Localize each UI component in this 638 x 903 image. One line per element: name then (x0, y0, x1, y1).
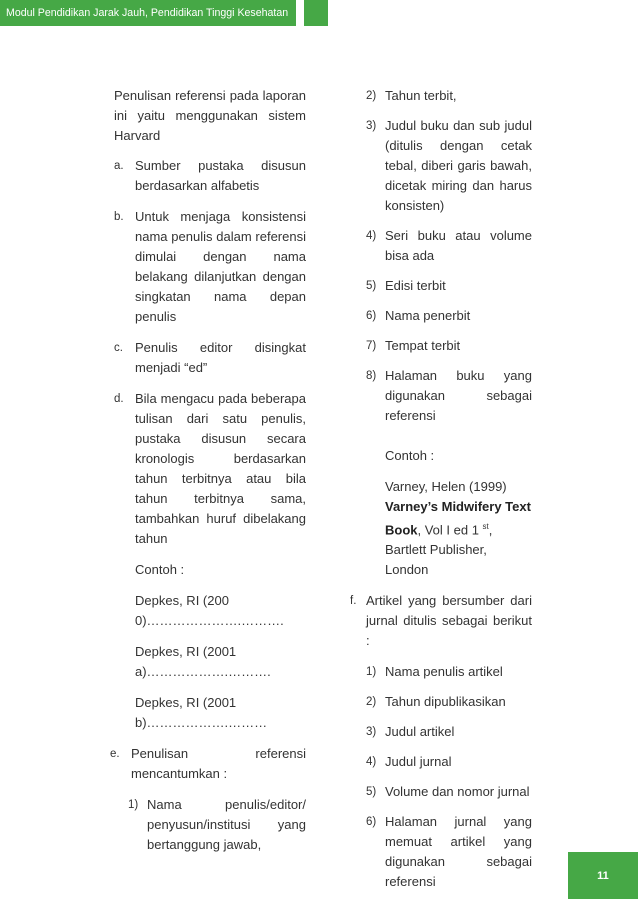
page-number: 11 (597, 869, 609, 882)
sub-item (366, 692, 532, 712)
sub-item (366, 226, 532, 266)
citation-superscript: st (482, 522, 489, 531)
list-item-text: Artikel yang bersumber dari jurnal ditulis sebagai berikut : (366, 593, 532, 649)
sub-item-text: Judul artikel (385, 724, 455, 740)
list-item-text: Bila mengacu pada beberapa tulisan dari satu penulis, pustaka disusun secara kronologis berdasarkan tahun terbitnya atau bila tahun terbitnya sama, tambahkan huruf dibelakang tahun (135, 391, 306, 546)
right-column (338, 86, 532, 902)
page-number-tab (568, 852, 638, 899)
sub-marker: 2) (366, 696, 377, 709)
sub-item (366, 276, 532, 296)
intro-paragraph: Penulisan referensi pada laporan ini yaitu menggunakan sistem Harvard (114, 88, 306, 143)
sub-marker: 2) (366, 90, 377, 102)
sub-item-text: Tahun terbit, (385, 88, 457, 103)
sub-item-text: Seri buku atau volume bisa ada (385, 228, 532, 263)
left-column (110, 86, 306, 865)
list-item-e (110, 744, 306, 784)
sub-item (366, 662, 532, 682)
list-item-c (114, 338, 306, 378)
list-marker: a. (114, 160, 124, 172)
header-accent-block (304, 0, 328, 26)
sub-item-text: Tahun dipublikasikan (385, 694, 506, 710)
list-item-a (114, 156, 306, 196)
citation-book-title: Varney’s Midwifery Text Book (385, 499, 531, 538)
sub-marker: 1) (128, 799, 139, 811)
citation-rest: , Bartlett Publisher, London (385, 522, 493, 578)
list-marker: b. (114, 211, 124, 223)
list-item-text: Penulisan referensi mencantumkan : (131, 746, 306, 781)
list-item-f (350, 591, 532, 651)
sub-item (366, 782, 532, 802)
list-marker: c. (114, 342, 123, 354)
sub-marker: 7) (366, 340, 377, 352)
citation-rest: , Vol I ed 1 (417, 522, 483, 538)
sub-item-text: Nama penulis artikel (385, 664, 503, 680)
sub-item-text: Tempat terbit (385, 338, 461, 353)
header-title: Modul Pendidikan Jarak Jauh, Pendidikan Tinggi Kesehatan (6, 7, 289, 19)
list-item-text: Sumber pustaka disusun berdasarkan alfabetis (135, 158, 306, 193)
contoh-label: Contoh : (385, 448, 435, 463)
sub-item-text: Edisi terbit (385, 278, 446, 293)
header-bar (0, 0, 296, 26)
sub-item (366, 752, 532, 772)
list-item-text: Untuk menjaga konsistensi nama penulis dalam referensi dimulai dengan nama belakang dilanjutkan dengan singkatan nama depan penulis (135, 209, 306, 324)
sub-item (366, 116, 532, 216)
list-item-text: Penulis editor disingkat menjadi “ed” (135, 340, 306, 375)
example-citation: Depkes, RI (2001a)……………….………. (135, 644, 271, 679)
sub-marker: 4) (366, 230, 377, 242)
sub-marker: 1) (366, 666, 377, 679)
sub-marker: 5) (366, 786, 377, 799)
sub-item (366, 86, 532, 106)
sub-item-text: Halaman buku yang digunakan sebagai referensi (385, 368, 532, 423)
sub-item-text: Judul jurnal (385, 754, 452, 770)
sub-item (366, 306, 532, 326)
sub-item (366, 366, 532, 426)
sub-item (366, 722, 532, 742)
example-citation (385, 477, 532, 580)
contoh-label: Contoh : (135, 562, 185, 577)
sub-marker: 6) (366, 816, 377, 829)
sub-marker: 8) (366, 370, 377, 382)
list-marker: d. (114, 393, 124, 405)
sub-marker: 6) (366, 310, 377, 322)
sub-marker: 5) (366, 280, 377, 292)
sub-item (366, 336, 532, 356)
example-citation: Depkes, RI (2000)………………….………. (135, 593, 284, 628)
list-item-b (114, 207, 306, 327)
sub-marker: 4) (366, 756, 377, 769)
sub-item (128, 795, 306, 855)
sub-item-text: Volume dan nomor jurnal (385, 784, 530, 800)
sub-marker: 3) (366, 120, 377, 132)
sub-item-text: Judul buku dan sub judul (ditulis dengan cetak tebal, diberi garis bawah, dicetak miring dan harus konsisten) (385, 118, 532, 213)
sub-item-text: Nama penerbit (385, 308, 471, 323)
sub-item-text: Halaman jurnal yang memuat artikel yang digunakan sebagai referensi (385, 814, 532, 890)
list-item-d (114, 389, 306, 549)
list-marker: f. (350, 595, 357, 608)
sub-item (366, 812, 532, 892)
example-citation: Depkes, RI (2001b)……………….……… (135, 695, 268, 730)
sub-item-text: Nama penulis/editor/ penyusun/institusi yang bertanggung jawab, (147, 797, 306, 852)
citation-author: Varney, Helen (1999) (385, 479, 507, 494)
sub-marker: 3) (366, 726, 377, 739)
list-marker: e. (110, 748, 120, 760)
